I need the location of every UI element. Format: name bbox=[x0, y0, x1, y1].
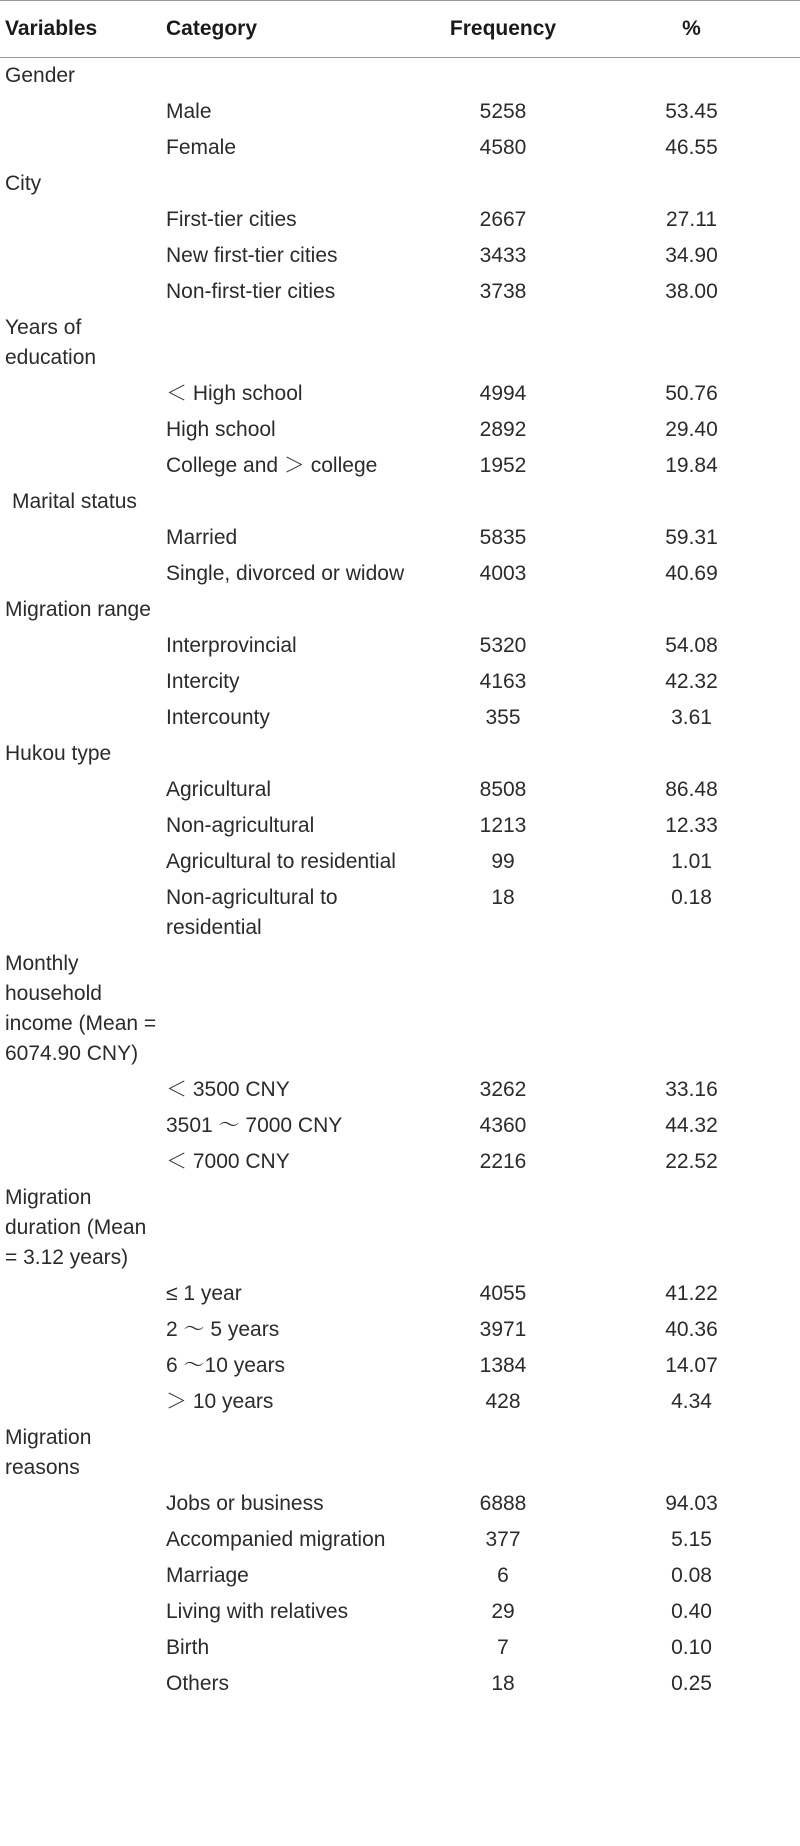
empty-cell bbox=[583, 58, 800, 95]
frequency-cell: 18 bbox=[491, 886, 515, 909]
category-cell: Non-first-tier cities bbox=[166, 280, 336, 303]
frequency-cell: 355 bbox=[485, 706, 521, 729]
variable-label: Marital status bbox=[12, 490, 137, 513]
empty-cell bbox=[0, 1276, 163, 1312]
empty-cell bbox=[0, 130, 163, 166]
table-row bbox=[0, 202, 800, 238]
table-row bbox=[0, 1384, 800, 1420]
frequency-cell: 4003 bbox=[479, 562, 527, 585]
category-cell: College and ＞ college bbox=[166, 454, 378, 477]
empty-cell bbox=[0, 94, 163, 130]
category-cell: Marriage bbox=[166, 1564, 249, 1587]
empty-cell bbox=[583, 1180, 800, 1276]
empty-cell bbox=[423, 1180, 583, 1276]
percent-cell: 14.07 bbox=[665, 1354, 718, 1377]
table-row bbox=[0, 376, 800, 412]
percent-cell: 0.18 bbox=[671, 886, 712, 909]
category-cell: Single, divorced or widow bbox=[166, 562, 405, 585]
category-cell: New first-tier cities bbox=[166, 244, 338, 267]
table-row bbox=[0, 1312, 800, 1348]
empty-cell bbox=[0, 274, 163, 310]
frequency-cell: 2892 bbox=[479, 418, 527, 441]
percent-cell: 4.34 bbox=[671, 1390, 712, 1413]
table-row bbox=[0, 844, 800, 880]
category-cell: Agricultural to residential bbox=[166, 850, 396, 873]
table-row bbox=[0, 1558, 800, 1594]
empty-cell bbox=[583, 736, 800, 772]
empty-cell bbox=[423, 310, 583, 376]
variable-group-row bbox=[0, 310, 800, 376]
empty-cell bbox=[0, 1072, 163, 1108]
empty-cell bbox=[0, 202, 163, 238]
empty-cell bbox=[423, 58, 583, 95]
empty-cell bbox=[0, 448, 163, 484]
variable-label: Gender bbox=[5, 64, 76, 87]
percent-cell: 22.52 bbox=[665, 1150, 718, 1173]
category-cell: First-tier cities bbox=[166, 208, 297, 231]
table-row bbox=[0, 130, 800, 166]
frequency-cell: 1952 bbox=[479, 454, 527, 477]
frequency-cell: 2667 bbox=[479, 208, 527, 231]
percent-cell: 50.76 bbox=[665, 382, 718, 405]
frequency-cell: 99 bbox=[491, 850, 515, 873]
table-row bbox=[0, 808, 800, 844]
header-row bbox=[0, 1, 800, 58]
percent-cell: 0.25 bbox=[671, 1672, 712, 1695]
frequency-cell: 3738 bbox=[479, 280, 527, 303]
category-cell: Jobs or business bbox=[166, 1492, 324, 1515]
table-row bbox=[0, 520, 800, 556]
frequency-cell: 1213 bbox=[479, 814, 527, 837]
table-row bbox=[0, 880, 800, 946]
variable-label: Monthly household income (Mean = 6074.90 CNY) bbox=[5, 952, 157, 1065]
table-row bbox=[0, 628, 800, 664]
category-cell: Intercity bbox=[166, 670, 240, 693]
empty-cell bbox=[0, 1144, 163, 1180]
category-cell: Accompanied migration bbox=[166, 1528, 386, 1551]
empty-cell bbox=[423, 736, 583, 772]
table-row bbox=[0, 1486, 800, 1522]
variable-group-row bbox=[0, 1420, 800, 1486]
table-row bbox=[0, 700, 800, 736]
category-cell: ≤ 1 year bbox=[166, 1282, 242, 1305]
table-header bbox=[0, 1, 800, 58]
empty-cell bbox=[583, 946, 800, 1072]
percent-cell: 33.16 bbox=[665, 1078, 718, 1101]
table-row bbox=[0, 1630, 800, 1666]
category-cell: ＜ 7000 CNY bbox=[166, 1150, 290, 1173]
empty-cell bbox=[583, 592, 800, 628]
category-cell: Female bbox=[166, 136, 237, 159]
variable-group-row bbox=[0, 1180, 800, 1276]
empty-cell bbox=[423, 1420, 583, 1486]
percent-cell: 53.45 bbox=[665, 100, 718, 123]
table-row bbox=[0, 1666, 800, 1703]
empty-cell bbox=[0, 1594, 163, 1630]
frequency-cell: 1384 bbox=[479, 1354, 527, 1377]
empty-cell bbox=[583, 484, 800, 520]
percent-cell: 27.11 bbox=[666, 208, 717, 231]
table-row bbox=[0, 1108, 800, 1144]
frequency-cell: 4580 bbox=[479, 136, 527, 159]
percent-cell: 38.00 bbox=[665, 280, 718, 303]
empty-cell bbox=[163, 310, 423, 376]
frequency-cell: 4055 bbox=[479, 1282, 527, 1305]
table-row bbox=[0, 238, 800, 274]
empty-cell bbox=[163, 946, 423, 1072]
percent-cell: 0.40 bbox=[671, 1600, 712, 1623]
category-cell: ＜ 3500 CNY bbox=[166, 1078, 290, 1101]
category-cell: High school bbox=[166, 418, 276, 441]
header-percent: % bbox=[583, 1, 800, 58]
variable-label: Migration range bbox=[5, 598, 151, 621]
empty-cell bbox=[0, 664, 163, 700]
empty-cell bbox=[423, 166, 583, 202]
category-cell: 3501 ～ 7000 CNY bbox=[166, 1114, 343, 1137]
frequency-cell: 377 bbox=[485, 1528, 521, 1551]
category-cell: Agricultural bbox=[166, 778, 272, 801]
category-cell: Interprovincial bbox=[166, 634, 297, 657]
variable-label: Migration duration (Mean = 3.12 years) bbox=[5, 1186, 147, 1269]
percent-cell: 29.40 bbox=[665, 418, 718, 441]
percent-cell: 0.08 bbox=[671, 1564, 712, 1587]
empty-cell bbox=[0, 1384, 163, 1420]
empty-cell bbox=[0, 880, 163, 946]
header-variables: Variables bbox=[0, 1, 163, 58]
percent-cell: 12.33 bbox=[665, 814, 718, 837]
table-row bbox=[0, 1522, 800, 1558]
frequency-cell: 6888 bbox=[479, 1492, 527, 1515]
empty-cell bbox=[0, 412, 163, 448]
percent-cell: 46.55 bbox=[665, 136, 718, 159]
table-row bbox=[0, 274, 800, 310]
empty-cell bbox=[0, 1486, 163, 1522]
percent-cell: 34.90 bbox=[665, 244, 718, 267]
empty-cell bbox=[583, 166, 800, 202]
variable-label: Years of education bbox=[5, 316, 97, 369]
frequency-cell: 3971 bbox=[479, 1318, 527, 1341]
empty-cell bbox=[0, 556, 163, 592]
empty-cell bbox=[0, 700, 163, 736]
table-row bbox=[0, 664, 800, 700]
category-cell: 6 ～10 years bbox=[166, 1354, 286, 1377]
percent-cell: 44.32 bbox=[665, 1114, 718, 1137]
percent-cell: 54.08 bbox=[665, 634, 718, 657]
frequency-cell: 2216 bbox=[479, 1150, 527, 1173]
empty-cell bbox=[423, 592, 583, 628]
percent-cell: 5.15 bbox=[671, 1528, 712, 1551]
header-frequency: Frequency bbox=[423, 1, 583, 58]
variable-group-row bbox=[0, 946, 800, 1072]
category-cell: Birth bbox=[166, 1636, 210, 1659]
table-row bbox=[0, 772, 800, 808]
percent-cell: 59.31 bbox=[665, 526, 718, 549]
percent-cell: 94.03 bbox=[665, 1492, 718, 1515]
empty-cell bbox=[0, 520, 163, 556]
empty-cell bbox=[0, 1630, 163, 1666]
empty-cell bbox=[0, 628, 163, 664]
frequency-cell: 3262 bbox=[479, 1078, 527, 1101]
category-cell: Intercounty bbox=[166, 706, 270, 729]
frequency-cell: 29 bbox=[491, 1600, 515, 1623]
empty-cell bbox=[423, 484, 583, 520]
empty-cell bbox=[0, 1666, 163, 1703]
percent-cell: 40.36 bbox=[665, 1318, 718, 1341]
empty-cell bbox=[0, 1522, 163, 1558]
variable-group-row bbox=[0, 484, 800, 520]
frequency-cell: 5320 bbox=[479, 634, 527, 657]
variable-group-row bbox=[0, 736, 800, 772]
percent-cell: 40.69 bbox=[665, 562, 718, 585]
table-row bbox=[0, 1594, 800, 1630]
table-body bbox=[0, 58, 800, 1704]
empty-cell bbox=[0, 1558, 163, 1594]
empty-cell bbox=[0, 808, 163, 844]
table-row bbox=[0, 1276, 800, 1312]
variable-group-row bbox=[0, 592, 800, 628]
frequency-cell: 18 bbox=[491, 1672, 515, 1695]
empty-cell bbox=[0, 1108, 163, 1144]
frequency-cell: 6 bbox=[497, 1564, 509, 1587]
table-row bbox=[0, 1072, 800, 1108]
percent-cell: 1.01 bbox=[671, 850, 712, 873]
category-cell: Non-agricultural to residential bbox=[166, 886, 338, 939]
percent-cell: 41.22 bbox=[665, 1282, 718, 1305]
percent-cell: 42.32 bbox=[665, 670, 718, 693]
empty-cell bbox=[583, 1420, 800, 1486]
empty-cell bbox=[0, 376, 163, 412]
empty-cell bbox=[0, 1312, 163, 1348]
variable-group-row bbox=[0, 58, 800, 95]
table-row bbox=[0, 1144, 800, 1180]
empty-cell bbox=[163, 1420, 423, 1486]
category-cell: ＞ 10 years bbox=[166, 1390, 274, 1413]
frequency-cell: 4360 bbox=[479, 1114, 527, 1137]
variable-label: Hukou type bbox=[5, 742, 112, 765]
empty-cell bbox=[423, 946, 583, 1072]
frequency-cell: 428 bbox=[485, 1390, 521, 1413]
frequency-cell: 7 bbox=[497, 1636, 509, 1659]
category-cell: Non-agricultural bbox=[166, 814, 315, 837]
table-row bbox=[0, 412, 800, 448]
empty-cell bbox=[163, 1180, 423, 1276]
percent-cell: 19.84 bbox=[665, 454, 718, 477]
empty-cell bbox=[0, 772, 163, 808]
category-cell: Living with relatives bbox=[166, 1600, 349, 1623]
frequency-cell: 4994 bbox=[479, 382, 527, 405]
frequency-cell: 4163 bbox=[479, 670, 527, 693]
empty-cell bbox=[0, 1348, 163, 1384]
percent-cell: 86.48 bbox=[665, 778, 718, 801]
empty-cell bbox=[0, 844, 163, 880]
category-cell: ＜ High school bbox=[166, 382, 303, 405]
table-row bbox=[0, 448, 800, 484]
category-cell: 2 ～ 5 years bbox=[166, 1318, 280, 1341]
frequency-cell: 8508 bbox=[479, 778, 527, 801]
category-cell: Others bbox=[166, 1672, 230, 1695]
frequency-cell: 5258 bbox=[479, 100, 527, 123]
empty-cell bbox=[583, 310, 800, 376]
percent-cell: 3.61 bbox=[671, 706, 712, 729]
table-row bbox=[0, 1348, 800, 1384]
percent-cell: 0.10 bbox=[671, 1636, 712, 1659]
variable-label: Migration reasons bbox=[5, 1426, 92, 1479]
table-row bbox=[0, 94, 800, 130]
category-cell: Male bbox=[166, 100, 212, 123]
header-category: Category bbox=[163, 1, 423, 58]
frequency-cell: 3433 bbox=[479, 244, 527, 267]
variable-group-row bbox=[0, 166, 800, 202]
empty-cell bbox=[0, 238, 163, 274]
category-cell: Married bbox=[166, 526, 238, 549]
variable-label: City bbox=[5, 172, 42, 195]
frequency-cell: 5835 bbox=[479, 526, 527, 549]
table-row bbox=[0, 556, 800, 592]
